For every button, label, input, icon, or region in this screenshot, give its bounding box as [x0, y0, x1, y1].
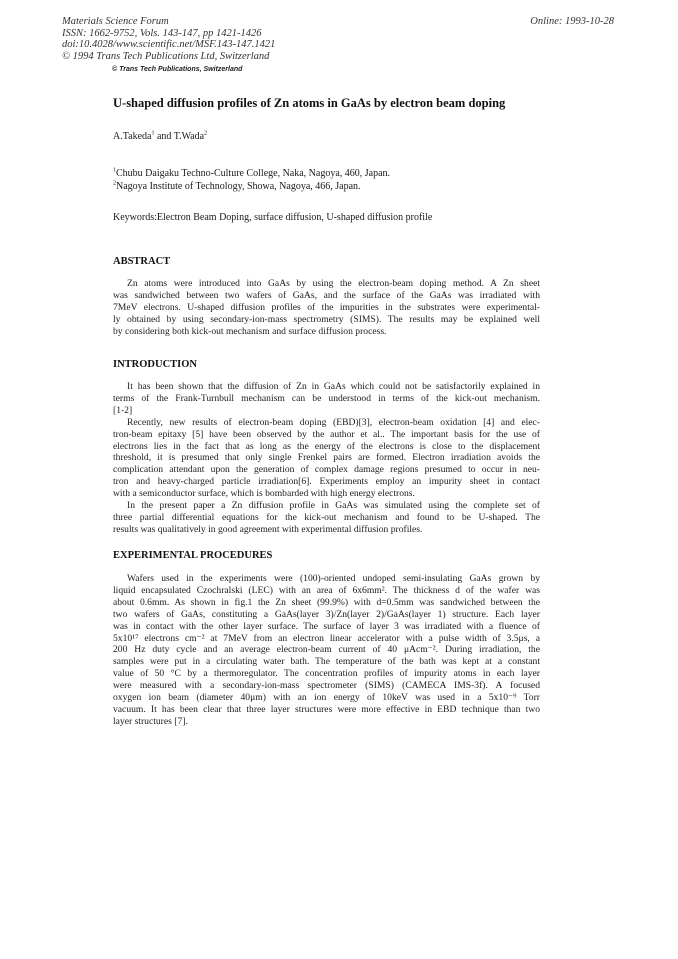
text-line: by considering both kick-out mechanism and surface diffusion process.	[113, 325, 387, 337]
text-line: vacuum. It has been clear that three layer structures were more effective in EBD technique than two	[113, 703, 540, 715]
text-line: Wafers used in the experiments were (100)-oriented undoped semi-insulating GaAs grown by	[127, 573, 540, 584]
text-line: 7MeV electrons. U-shaped diffusion profiles of the impurities in the substrates were experimental-	[113, 301, 540, 313]
text-line: value of 50 °C by a thermoregulator. The concentration profiles of impurity atoms in each layer	[113, 668, 540, 680]
author-2-sup: 2	[204, 130, 208, 137]
copyright-line: © 1994 Trans Tech Publications Ltd, Switzerland	[62, 50, 270, 62]
affiliation-text: Chubu Daigaku Techno-Culture College, Naka, Nagoya, 460, Japan.	[116, 168, 391, 179]
text-line: samples were put in a circulating water bath. The temperature of the bath was kept at a constant	[113, 656, 540, 668]
author-2: and T.Wada	[154, 131, 205, 142]
text-line: Recently, new results of electron-beam doping (EBD)[3], electron-beam oxidation [4] and elec-	[127, 416, 540, 428]
affiliation-sup: 1	[113, 167, 116, 174]
text-line: [1-2]	[113, 404, 133, 416]
text-line: was in contact with the other layer surface. The surface of layer 3 was irradiated with a fluence of	[113, 620, 540, 632]
experimental-body	[113, 573, 540, 728]
doi-line: doi:10.4028/www.scientific.net/MSF.143-147.1421	[62, 39, 276, 50]
text-line: were measured with a secondary-ion-mass spectrometer (SIMS) (CAMECA IMS-3f). A focused	[113, 680, 540, 692]
introduction-heading: INTRODUCTION	[113, 359, 198, 370]
text-line: was sandwiched between two wafers of GaAs, and the surface of the GaAs was irradiated with	[113, 289, 540, 301]
keywords: Keywords:Electron Beam Doping, surface diffusion, U-shaped diffusion profile	[113, 212, 433, 223]
journal-name: Materials Science Forum	[62, 16, 169, 27]
author-1-sup: 1	[151, 130, 155, 137]
text-line: oxygen ion beam (diameter 40μm) with an ion energy of 10keV was used in a 5x10⁻⁹ Torr	[113, 692, 540, 704]
text-line: three partial differential equations for the kick-out mechanism and found to be U-shaped. The	[113, 511, 540, 523]
affiliation-text: Nagoya Institute of Technology, Showa, Nagoya, 466, Japan.	[116, 181, 361, 192]
text-line: 200 Hz duty cycle and an average electron-beam current of 40 μAcm⁻². During irradiation, the	[113, 644, 540, 656]
affiliation-sup: 2	[113, 180, 116, 187]
publisher-line: © Trans Tech Publications, Switzerland	[112, 66, 243, 73]
text-line: In the present paper a Zn diffusion profile in GaAs was simulated using the complete set of	[127, 500, 540, 512]
text-line: layer structures [7].	[113, 715, 188, 727]
text-line: liquid encapsulated Czochralski (LEC) with an area of 6x6mm². The thickness d of the wafer was	[113, 584, 540, 596]
issn-line: ISSN: 1662-9752, Vols. 143-147, pp 1421-1426	[62, 27, 262, 39]
introduction-body	[113, 381, 540, 536]
author-1: A.Takeda	[113, 131, 152, 142]
affiliation-2	[113, 180, 390, 193]
text-line: electrons lies in the fact that as long as the energy of the electrons is close to the displacement	[113, 440, 540, 452]
text-line: complication attendant upon the generation of complex damage regions presumed to occur in neu-	[113, 464, 540, 476]
text-line: tron and heavy-charged particle irradiation[6]. Experiments employ an impurity sheet in contact	[113, 476, 540, 488]
online-date: Online: 1993-10-28	[530, 16, 614, 27]
abstract-body	[113, 278, 540, 338]
text-line: with a semiconductor surface, which is bombarded with high energy electrons.	[113, 488, 415, 500]
text-line: terms of the Frank-Turnbull mechanism can be understood in terms of the kick-out mechanism.	[113, 392, 540, 404]
text-line: results was qualitatively in good agreement with experimental diffusion profiles.	[113, 523, 423, 535]
affiliation-1	[113, 167, 390, 180]
text-line: two wafers of GaAs, constituting a GaAs(layer 3)/Zn(layer 2)/GaAs(layer 1) structure. Each layer	[113, 608, 540, 620]
affiliations	[113, 167, 390, 193]
paper-title: U-shaped diffusion profiles of Zn atoms in GaAs by electron beam doping	[113, 96, 506, 110]
text-line: Zn atoms were introduced into GaAs by using the electron-beam doping method. A Zn sheet	[127, 278, 540, 289]
text-line: about 0.6mm. As shown in fig.1 the Zn sheet (99.9%) with d=0.5mm was sandwiched between the	[113, 596, 540, 608]
text-line: ly obtained by using secondary-ion-mass spectrometry (SIMS). The results may be explained well	[113, 313, 540, 325]
text-line: tron-beam epitaxy [5] have been observed by the author et al.. The important basis for the use of	[113, 428, 540, 440]
text-line: threshold, it is presumed that only single Frenkel pairs are formed. Electron irradiation avoids the	[113, 452, 540, 464]
text-line: It has been shown that the diffusion of Zn in GaAs which could not be satisfactorily explained in	[127, 381, 540, 392]
text-line: 5x10¹⁷ electrons cm⁻² at 7MeV from an electron linear accelerator with a pulse width of 3.5μs, a	[113, 632, 540, 644]
experimental-heading: EXPERIMENTAL PROCEDURES	[113, 550, 273, 561]
journal-header	[62, 16, 275, 62]
authors	[113, 131, 207, 142]
abstract-heading: ABSTRACT	[113, 256, 171, 267]
